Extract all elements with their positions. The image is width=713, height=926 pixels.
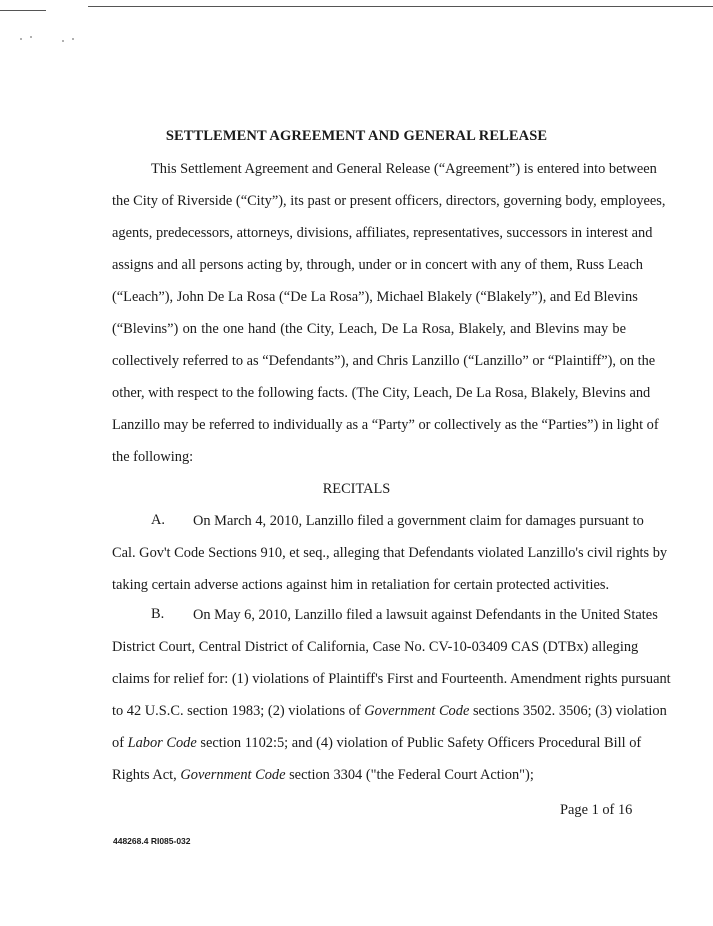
intro-line: other, with respect to the following facts. (The City, Leach, De La Rosa, Blakely, Blevins and [112, 385, 651, 401]
document-id: 448268.4 RI085-032 [113, 836, 191, 846]
recitals-heading: RECITALS [322, 481, 391, 497]
recital-line: claims for relief for: (1) violations of Plaintiff's First and Fourteenth. Amendment rights pursuant [112, 671, 671, 687]
recital-line: Cal. Gov't Code Sections 910, et seq., alleging that Defendants violated Lanzillo's civil rights by [112, 545, 668, 561]
recital-line [112, 734, 642, 752]
recital-line: taking certain adverse actions against him in retaliation for certain protected activities. [112, 577, 610, 593]
recital-line: On May 6, 2010, Lanzillo filed a lawsuit against Defendants in the United States [193, 607, 658, 623]
intro-line: the following: [112, 449, 194, 465]
scan-speck [20, 38, 22, 40]
scan-speck [62, 40, 64, 42]
scan-speck [72, 38, 74, 40]
intro-line: assigns and all persons acting by, through, under or in concert with any of them, Russ Leach [112, 257, 643, 273]
text-run: sections 3502. 3506; (3) violation [469, 703, 667, 719]
scan-top-rule-short [0, 10, 46, 11]
text-run: section 1102:5; and (4) violation of Public Safety Officers Procedural Bill of [196, 735, 642, 751]
text-run: section 3304 ("the Federal Court Action"); [285, 767, 534, 783]
scan-speck [30, 36, 32, 38]
intro-line: (“Blevins”) on the one hand (the City, Leach, De La Rosa, Blakely, and Blevins may be [112, 321, 626, 337]
intro-line: This Settlement Agreement and General Release (“Agreement”) is entered into between [151, 161, 657, 177]
recital-line: District Court, Central District of California, Case No. CV-10-03409 CAS (DTBx) alleging [112, 639, 639, 655]
recital-line [112, 702, 667, 720]
text-run: Rights Act, [112, 767, 181, 783]
text-run-italic: Government Code [180, 767, 286, 783]
text-run-italic: Government Code [364, 703, 470, 719]
recital-line: On March 4, 2010, Lanzillo filed a government claim for damages pursuant to [193, 513, 644, 529]
scan-top-rule [88, 6, 713, 7]
text-run-italic: Labor Code [127, 735, 197, 751]
intro-line: the City of Riverside (“City”), its past or present officers, directors, governing body, employees, [112, 193, 666, 209]
recital-line [112, 766, 626, 784]
page-number: Page 1 of 16 [560, 802, 633, 818]
text-run: to 42 U.S.C. section 1983; (2) violations of [112, 703, 365, 719]
recital-letter: B. [151, 606, 165, 622]
intro-line: agents, predecessors, attorneys, divisions, affiliates, representatives, successors in interest and [112, 225, 653, 241]
intro-line: collectively referred to as “Defendants”), and Chris Lanzillo (“Lanzillo” or “Plaintiff”), on the [112, 353, 656, 369]
page-title: SETTLEMENT AGREEMENT AND GENERAL RELEASE [165, 128, 548, 144]
text-run: of [112, 735, 128, 751]
recital-letter: A. [151, 512, 165, 528]
intro-line: Lanzillo may be referred to individually as a “Party” or collectively as the “Parties”) in light of [112, 417, 659, 433]
intro-line: (“Leach”), John De La Rosa (“De La Rosa”), Michael Blakely (“Blakely”), and Ed Blevins [112, 289, 638, 305]
